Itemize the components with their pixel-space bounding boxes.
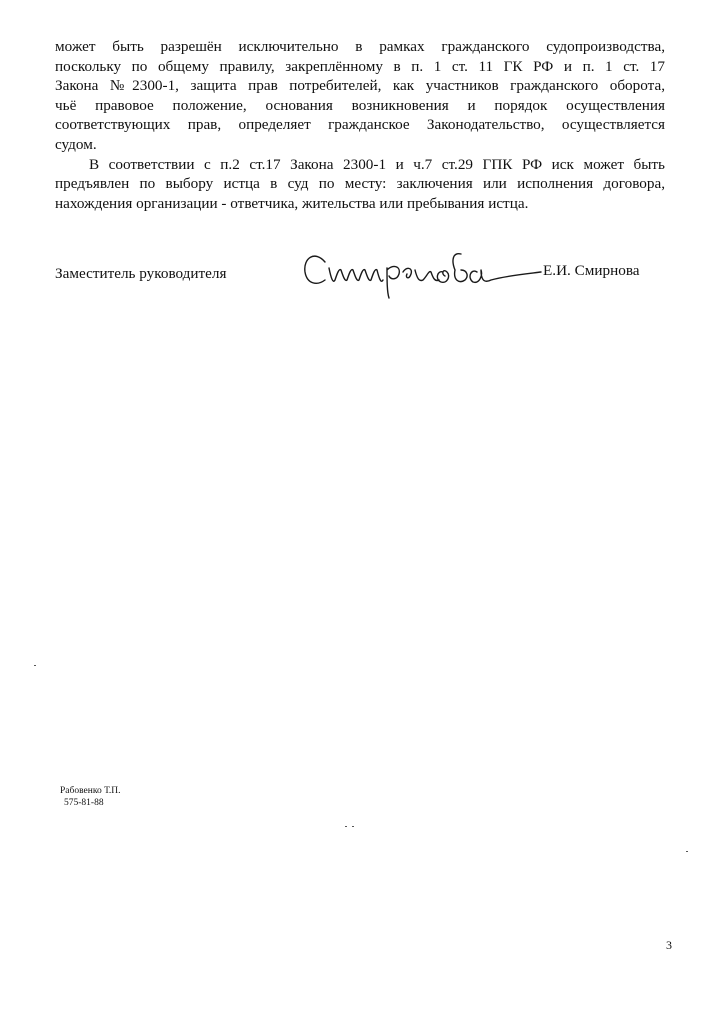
page-number: 3 — [666, 938, 672, 952]
text-line: соответствующих прав, определяет гражданское Законодательство, осуществляется — [55, 116, 665, 134]
document-body — [55, 37, 665, 213]
executor-phone: 575-81-88 — [64, 798, 104, 808]
handwritten-signature — [295, 240, 545, 300]
paragraph-2 — [55, 155, 665, 214]
text-line: предъявлен по выбору истца в суд по месту: заключения или исполнения договора, — [55, 175, 665, 193]
text-line: чьё правовое положение, основания возникновения и порядок осуществления — [55, 96, 665, 114]
scan-speck — [345, 826, 347, 827]
signature-block — [55, 262, 665, 305]
text-line: В соответствии с п.2 ст.17 Закона 2300-1 и ч.7 ст.29 ГПК РФ иск может быть — [89, 155, 665, 173]
scan-speck — [34, 665, 36, 666]
executor-name: Рабовенко Т.П. — [60, 786, 121, 796]
text-line: поскольку по общему правилу, закреплённому в п. 1 ст. 11 ГК РФ и п. 1 ст. 17 — [55, 57, 665, 75]
executor-info — [60, 785, 121, 809]
paragraph-1 — [55, 37, 665, 155]
signatory-name: Е.И. Смирнова — [543, 262, 640, 279]
text-line: нахождения организации - ответчика, жительства или пребывания истца. — [55, 194, 529, 212]
text-line: может быть разрешён исключительно в рамках гражданского судопроизводства, — [55, 38, 665, 55]
text-line: Закона №2300-1, защита прав потребителей, как участников гражданского оборота, — [55, 77, 665, 95]
scan-speck — [686, 851, 688, 852]
signatory-title: Заместитель руководителя — [55, 265, 227, 282]
text-line: судом. — [55, 135, 97, 153]
scan-speck — [352, 826, 354, 827]
